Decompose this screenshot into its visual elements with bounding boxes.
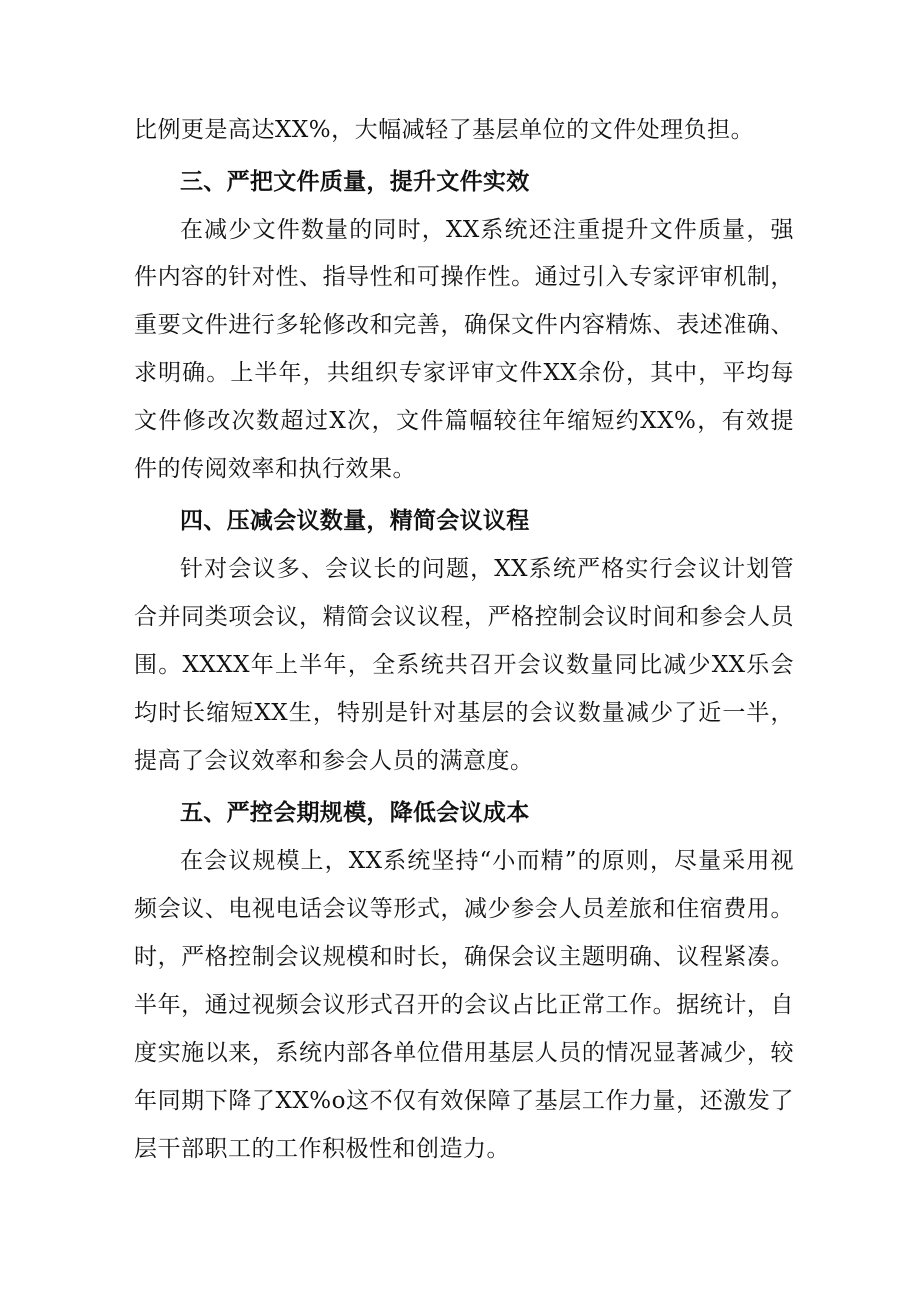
paragraph-line: 重要文件进行多轮修改和完善，确保文件内容精炼、表述准确、 xyxy=(134,312,794,338)
paragraph-line: 求明确。上半年，共组织专家评审文件XX余份，其中，平均每 xyxy=(134,360,794,386)
paragraph-line: 在减少文件数量的同时，XX系统还注重提升文件质量，强 xyxy=(180,217,794,243)
paragraph-line: 合并同类项会议，精简会议议程，严格控制会议时间和参会人员 xyxy=(134,604,794,630)
paragraph-line: 年同期下降了XX%o这不仅有效保障了基层工作力量，还激发了 xyxy=(134,1088,794,1114)
paragraph-line: 针对会议多、会议长的问题，XX系统严格实行会议计划管 xyxy=(180,556,794,582)
section-heading-3: 三、严把文件质量，提升文件实效 xyxy=(180,169,530,195)
paragraph-line: 频会议、电视电话会议等形式，减少参会人员差旅和住宿费用。 xyxy=(134,896,794,922)
section-heading-5: 五、严控会期规模，降低会议成本 xyxy=(180,800,530,826)
paragraph-line: 半年，通过视频会议形式召开的会议占比正常工作。据统计，自 xyxy=(134,992,794,1018)
section-heading-4: 四、压减会议数量，精简会议议程 xyxy=(180,508,530,534)
paragraph-line: 件内容的针对性、指导性和可操作性。通过引入专家评审机制， xyxy=(134,264,794,290)
paragraph-line: 在会议规模上，XX系统坚持“小而精”的原则，尽量采用视 xyxy=(180,848,794,874)
paragraph-line: 度实施以来，系统内部各单位借用基层人员的情况显著减少，较 xyxy=(134,1040,794,1066)
paragraph-line: 层干部职工的工作积极性和创造力。 xyxy=(134,1136,510,1162)
paragraph-line: 文件修改次数超过X次，文件篇幅较往年缩短约XX%，有效提 xyxy=(134,408,794,434)
paragraph-line: 提高了会议效率和参会人员的满意度。 xyxy=(134,748,534,774)
paragraph-line: 时，严格控制会议规模和时长，确保会议主题明确、议程紧凑。 xyxy=(134,944,794,970)
paragraph-line: 件的传阅效率和执行效果。 xyxy=(134,456,416,482)
paragraph-line: 均时长缩短XX生，特别是针对基层的会议数量减少了近一半， xyxy=(134,700,794,726)
paragraph-line: 比例更是高达XX%，大幅减轻了基层单位的文件处理负担。 xyxy=(134,117,755,143)
paragraph-line: 围。XXXX年上半年，全系统共召开会议数量同比减少XX乐会 xyxy=(134,652,794,678)
